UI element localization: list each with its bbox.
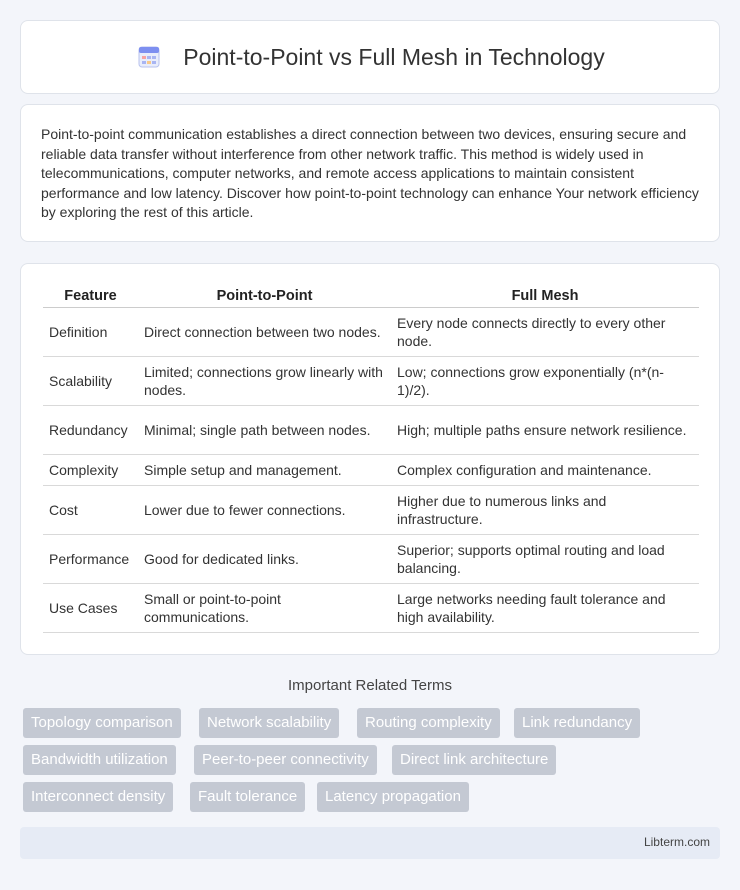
- table-row: [43, 584, 699, 633]
- term-chip[interactable]: Topology comparison: [23, 708, 181, 738]
- page-title: Point-to-Point vs Full Mesh in Technology: [183, 43, 605, 70]
- term-chip[interactable]: Link redundancy: [514, 708, 640, 738]
- cell-full-mesh: Higher due to numerous links and infrastructure.: [391, 486, 699, 535]
- table-row: [43, 308, 699, 357]
- cell-point-to-point: Good for dedicated links.: [138, 535, 391, 584]
- cell-point-to-point: Small or point-to-point communications.: [138, 584, 391, 633]
- calendar-icon: [135, 43, 163, 71]
- footer-site-link[interactable]: Libterm.com: [643, 835, 710, 849]
- cell-point-to-point: Lower due to fewer connections.: [138, 486, 391, 535]
- title-card: [20, 20, 720, 94]
- intro-card: [20, 104, 720, 242]
- cell-full-mesh: Low; connections grow exponentially (n*(n-1)/2).: [391, 357, 699, 406]
- table-row: [43, 357, 699, 406]
- cell-feature: Redundancy: [43, 406, 138, 455]
- table-row: [43, 455, 699, 486]
- cell-full-mesh: Complex configuration and maintenance.: [391, 455, 699, 486]
- cell-feature: Cost: [43, 486, 138, 535]
- table-header-row: [43, 286, 699, 308]
- comparison-table-card: [20, 263, 720, 655]
- term-chip[interactable]: Direct link architecture: [392, 745, 556, 775]
- term-chip[interactable]: Latency propagation: [317, 782, 469, 812]
- cell-full-mesh: Large networks needing fault tolerance and high availability.: [391, 584, 699, 633]
- header-feature: Feature: [43, 286, 138, 308]
- cell-point-to-point: Simple setup and management.: [138, 455, 391, 486]
- related-terms-heading: Important Related Terms: [288, 677, 452, 694]
- table-row: [43, 406, 699, 455]
- cell-feature: Use Cases: [43, 584, 138, 633]
- cell-feature: Scalability: [43, 357, 138, 406]
- cell-full-mesh: Every node connects directly to every other node.: [391, 308, 699, 357]
- cell-full-mesh: High; multiple paths ensure network resilience.: [391, 406, 699, 455]
- cell-feature: Performance: [43, 535, 138, 584]
- footer: [20, 827, 720, 859]
- term-chip[interactable]: Network scalability: [199, 708, 339, 738]
- term-chip[interactable]: Peer-to-peer connectivity: [194, 745, 377, 775]
- cell-point-to-point: Limited; connections grow linearly with nodes.: [138, 357, 391, 406]
- table-row: [43, 535, 699, 584]
- cell-full-mesh: Superior; supports optimal routing and load balancing.: [391, 535, 699, 584]
- header-full-mesh: Full Mesh: [391, 286, 699, 308]
- term-chip[interactable]: Routing complexity: [357, 708, 500, 738]
- cell-feature: Definition: [43, 308, 138, 357]
- term-chip[interactable]: Interconnect density: [23, 782, 173, 812]
- table-row: [43, 486, 699, 535]
- intro-paragraph: Point-to-point communication establishes a direct connection between two devices, ensuring secure and reliable data transfer without interference from other network traffic. This method is widely used in telecommunications, computer networks, and remote access applications to maintain consistent performance and low latency. Discover how point-to-point technology can enhance Your network efficiency by exploring the rest of this article.: [41, 126, 699, 220]
- cell-point-to-point: Minimal; single path between nodes.: [138, 406, 391, 455]
- term-chip[interactable]: Bandwidth utilization: [23, 745, 176, 775]
- comparison-table: [43, 286, 699, 633]
- header-point-to-point: Point-to-Point: [138, 286, 391, 308]
- term-chip[interactable]: Fault tolerance: [190, 782, 305, 812]
- cell-point-to-point: Direct connection between two nodes.: [138, 308, 391, 357]
- cell-feature: Complexity: [43, 455, 138, 486]
